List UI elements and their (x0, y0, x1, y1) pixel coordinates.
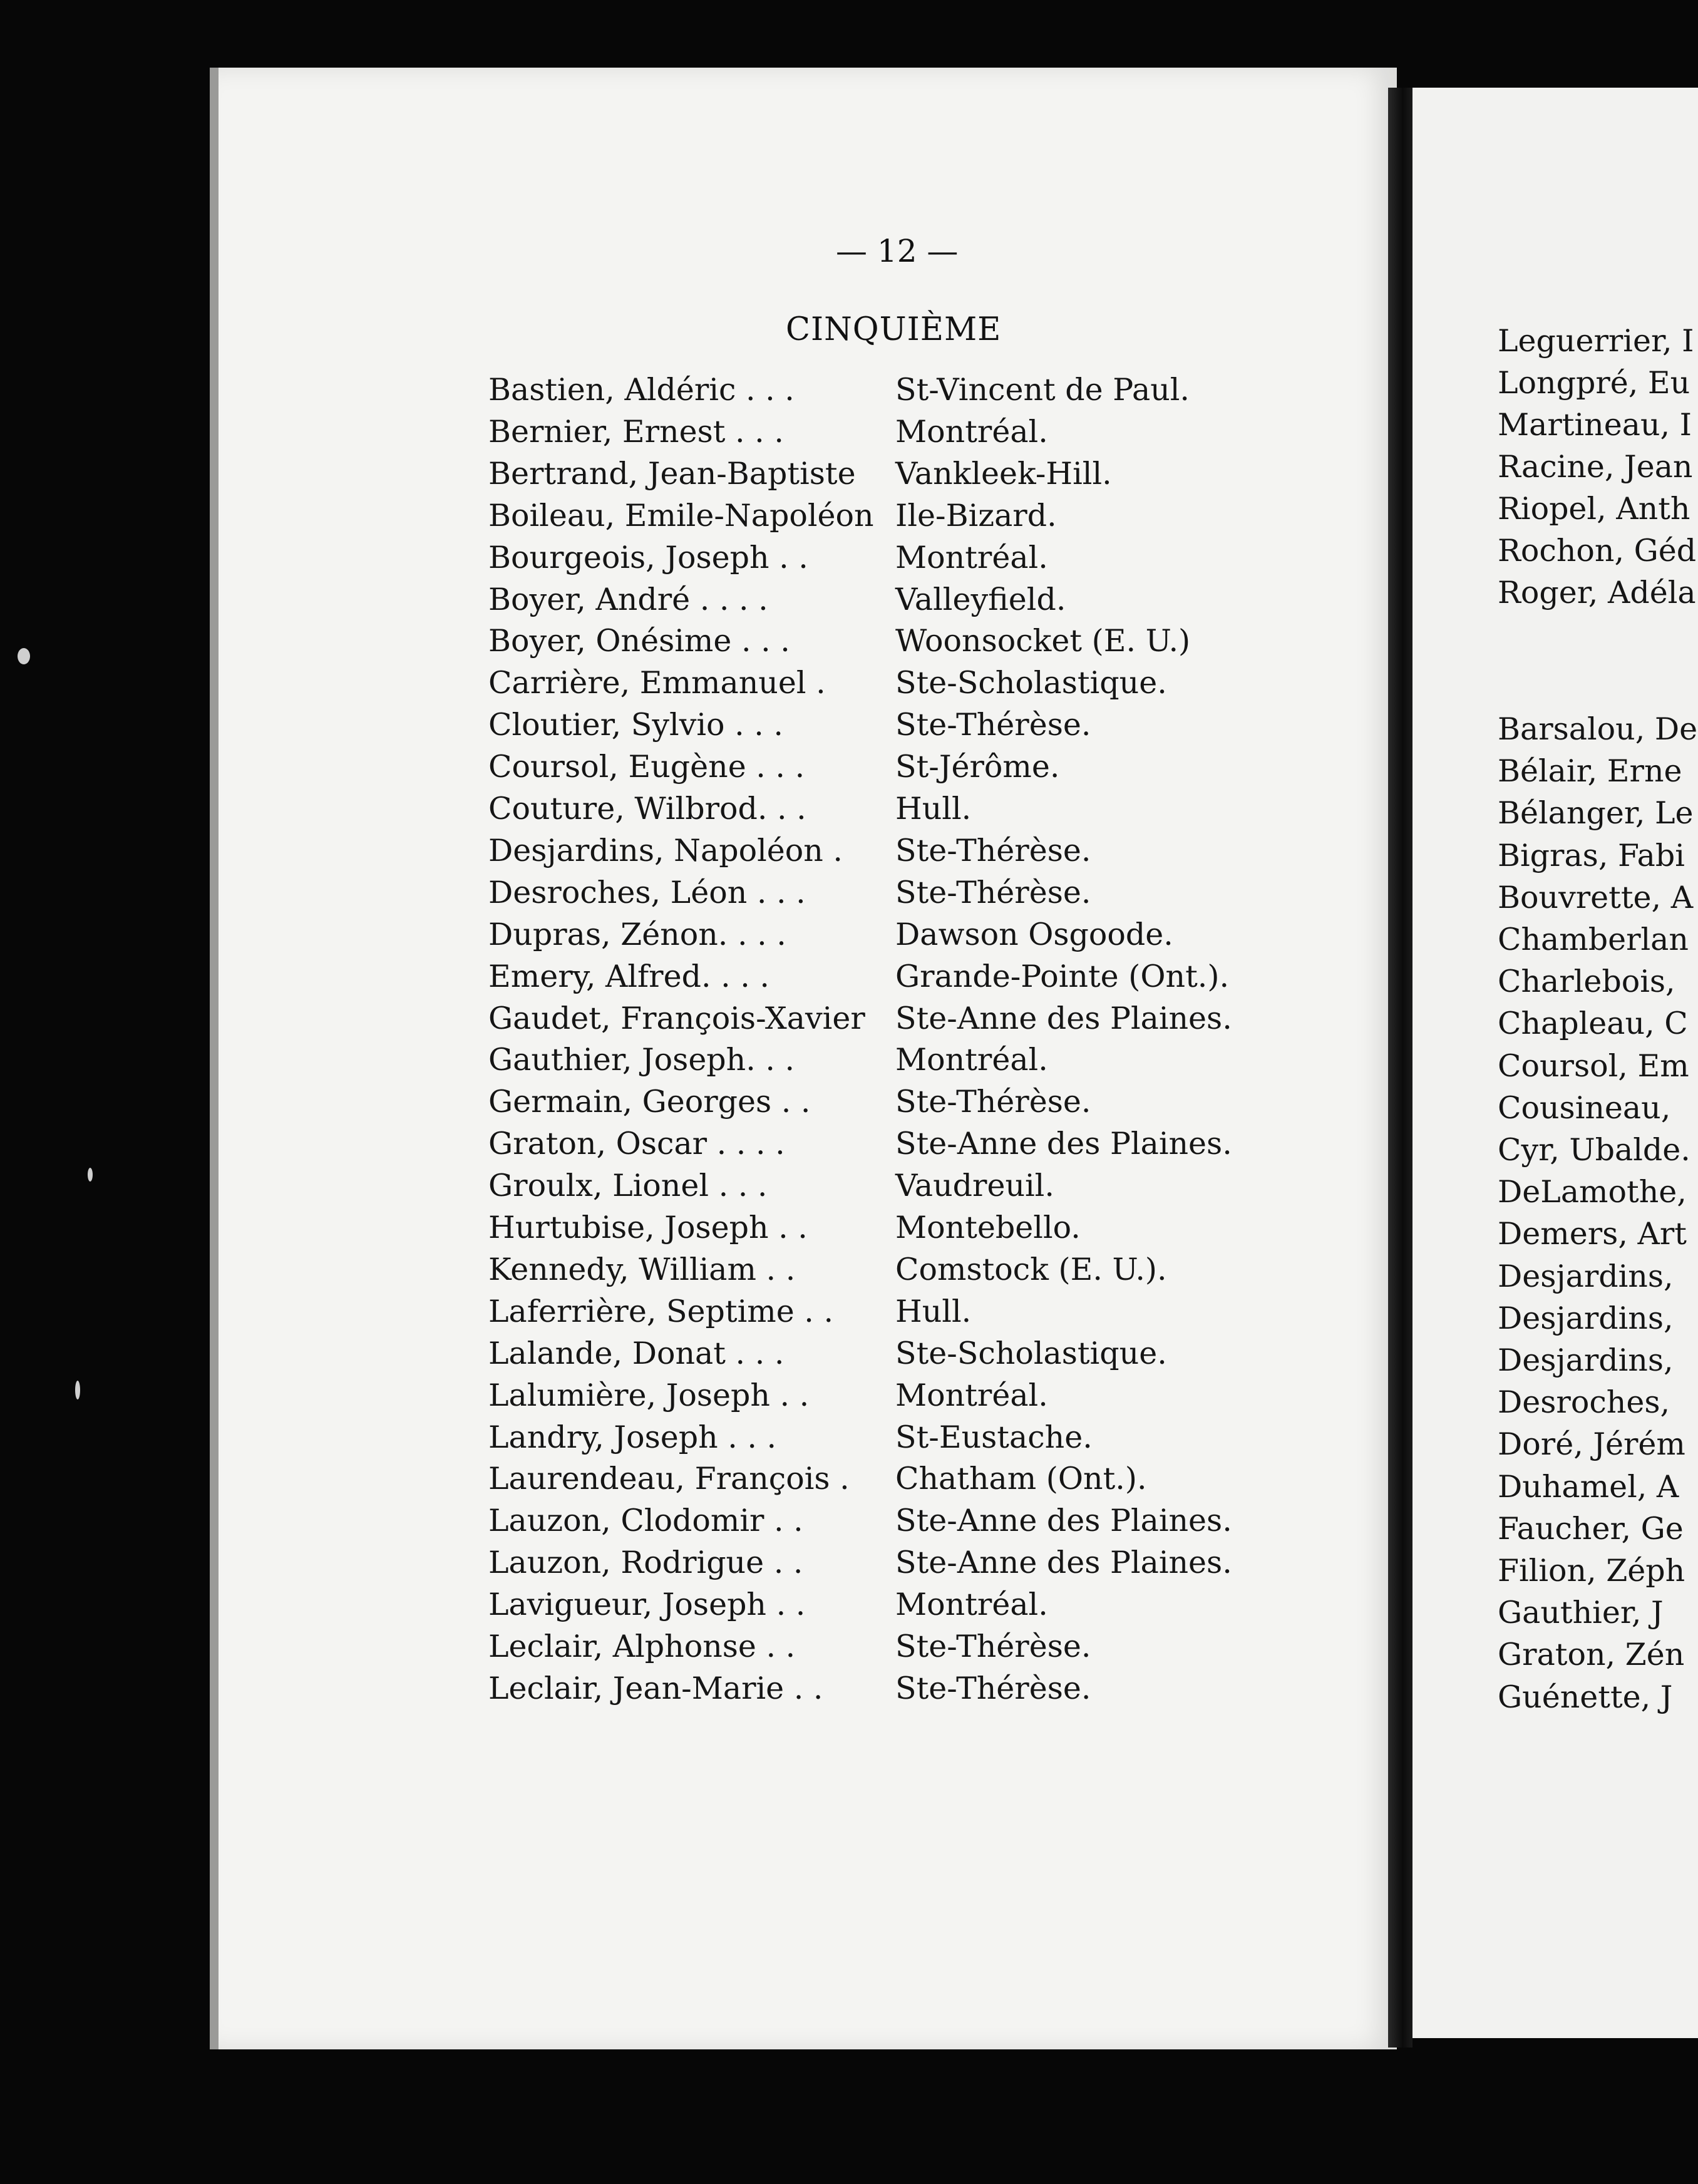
right-entry: Demers, Art (1498, 1216, 1687, 1252)
student-name: Lavigueur, Joseph . . (488, 1587, 806, 1623)
right-entry: Guénette, J (1498, 1679, 1673, 1715)
student-town: Dawson Osgoode. (895, 916, 1173, 952)
student-town: Grande-Pointe (Ont.). (895, 958, 1230, 994)
student-town: St-Vincent de Paul. (895, 372, 1190, 408)
right-entry: Cyr, Ubalde. (1498, 1132, 1690, 1168)
student-town: Montréal. (895, 1377, 1048, 1413)
right-entry: Rochon, Géd (1498, 533, 1697, 569)
student-name: Couture, Wilbrod. . . (488, 791, 806, 827)
student-name: Lauzon, Rodrigue . . (488, 1545, 803, 1581)
student-town: Hull. (895, 1293, 972, 1329)
right-entry: Bigras, Fabi (1498, 837, 1685, 873)
student-name: Lalande, Donat . . . (488, 1335, 785, 1371)
student-name: Leclair, Alphonse . . (488, 1629, 796, 1664)
student-town: Montréal. (895, 1587, 1048, 1623)
student-town: Ste-Anne des Plaines. (895, 1503, 1232, 1539)
student-name: Bernier, Ernest . . . (488, 413, 784, 450)
student-name: Germain, Georges . . (488, 1084, 811, 1120)
student-name: Boileau, Emile-Napoléon (488, 497, 874, 533)
right-entry: Bélanger, Le (1498, 795, 1694, 832)
student-town: Chatham (Ont.). (895, 1461, 1147, 1497)
left-page (210, 68, 1397, 2049)
student-town: Ste-Anne des Plaines. (895, 1126, 1232, 1162)
scan-speck (75, 1381, 80, 1399)
right-entry: Graton, Zén (1498, 1637, 1685, 1673)
student-town: Montréal. (895, 1042, 1048, 1078)
student-town: Ste-Thérèse. (895, 1670, 1091, 1706)
section-title: CINQUIÈME (786, 311, 1002, 348)
right-entry: Duhamel, A (1498, 1468, 1679, 1505)
scan-speck (88, 1168, 93, 1182)
student-town: Ste-Anne des Plaines. (895, 1000, 1232, 1036)
student-name: Gaudet, François-Xavier (488, 1000, 865, 1036)
student-town: Ste-Thérèse. (895, 707, 1091, 743)
right-entry: Racine, Jean (1498, 449, 1693, 485)
student-town: Vaudreuil. (895, 1168, 1054, 1204)
scan-speck (18, 648, 30, 664)
right-entry: Bouvrette, A (1498, 879, 1694, 915)
right-entry: Chamberlan (1498, 922, 1689, 957)
student-name: Hurtubise, Joseph . . (488, 1210, 808, 1245)
student-name: Graton, Oscar . . . . (488, 1126, 785, 1162)
book-gutter (1388, 88, 1412, 2048)
student-name: Bastien, Aldéric . . . (488, 372, 795, 408)
student-town: Montréal. (895, 413, 1048, 450)
student-name: Bertrand, Jean-Baptiste (488, 455, 856, 492)
right-entry: Desjardins, (1498, 1300, 1674, 1336)
right-entry: Gauthier, J (1498, 1595, 1664, 1631)
student-name: Lauzon, Clodomir . . (488, 1503, 803, 1539)
student-town: St-Jérôme. (895, 749, 1060, 785)
student-town: Comstock (E. U.). (895, 1251, 1167, 1287)
student-name: Desroches, Léon . . . (488, 874, 806, 910)
student-town: St-Eustache. (895, 1419, 1093, 1455)
student-name: Kennedy, William . . (488, 1251, 796, 1287)
student-name: Dupras, Zénon. . . . (488, 916, 786, 952)
student-name: Laferrière, Septime . . (488, 1293, 834, 1329)
student-name: Landry, Joseph . . . (488, 1419, 777, 1455)
right-entry: Riopel, Anth (1498, 491, 1690, 527)
right-entry: Charlebois, (1498, 964, 1675, 1000)
student-town: Valleyfield. (895, 581, 1066, 617)
student-name: Desjardins, Napoléon . (488, 832, 843, 868)
student-town: Montréal. (895, 539, 1048, 575)
right-entry: Chapleau, C (1498, 1006, 1688, 1042)
student-name: Bourgeois, Joseph . . (488, 539, 808, 575)
right-entry: Barsalou, De (1498, 711, 1698, 747)
right-entry: Doré, Jérém (1498, 1426, 1685, 1463)
right-entry: Cousineau, (1498, 1089, 1671, 1126)
student-name: Coursol, Eugène . . . (488, 749, 805, 785)
right-entry: Desjardins, (1498, 1342, 1674, 1378)
student-name: Lalumière, Joseph . . (488, 1377, 810, 1413)
right-entry: Roger, Adéla (1498, 575, 1696, 610)
student-name: Boyer, André . . . . (488, 581, 768, 617)
student-name: Laurendeau, François . (488, 1461, 850, 1497)
student-town: Ste-Thérèse. (895, 874, 1091, 910)
student-town: Ste-Thérèse. (895, 832, 1091, 868)
student-town: Montebello. (895, 1210, 1081, 1245)
page-number: — 12 — (836, 233, 959, 269)
right-entry: Coursol, Em (1498, 1048, 1689, 1084)
right-entry: Desroches, (1498, 1384, 1670, 1421)
student-town: Ste-Thérèse. (895, 1629, 1091, 1664)
student-town: Ile-Bizard. (895, 497, 1057, 533)
student-town: Hull. (895, 791, 972, 827)
right-entry: Filion, Zéph (1498, 1553, 1685, 1589)
student-town: Vankleek-Hill. (895, 455, 1112, 492)
student-name: Emery, Alfred. . . . (488, 958, 769, 994)
student-name: Boyer, Onésime . . . (488, 623, 790, 659)
right-entry: Longpré, Eu (1498, 365, 1690, 401)
student-town: Woonsocket (E. U.) (895, 623, 1191, 659)
student-town: Ste-Scholastique. (895, 1335, 1167, 1371)
right-entry: Leguerrier, I (1498, 323, 1694, 359)
right-entry: Desjardins, (1498, 1258, 1674, 1294)
right-entry: Faucher, Ge (1498, 1510, 1684, 1547)
right-entry: Martineau, I (1498, 407, 1692, 443)
student-town: Ste-Scholastique. (895, 665, 1167, 701)
student-name: Leclair, Jean-Marie . . (488, 1670, 823, 1706)
right-entry: DeLamothe, (1498, 1174, 1687, 1210)
student-town: Ste-Thérèse. (895, 1084, 1091, 1120)
student-name: Carrière, Emmanuel . (488, 665, 826, 701)
student-name: Groulx, Lionel . . . (488, 1168, 768, 1204)
student-name: Cloutier, Sylvio . . . (488, 707, 784, 743)
student-name: Gauthier, Joseph. . . (488, 1042, 795, 1078)
student-town: Ste-Anne des Plaines. (895, 1545, 1232, 1581)
right-entry: Bélair, Erne (1498, 753, 1682, 790)
